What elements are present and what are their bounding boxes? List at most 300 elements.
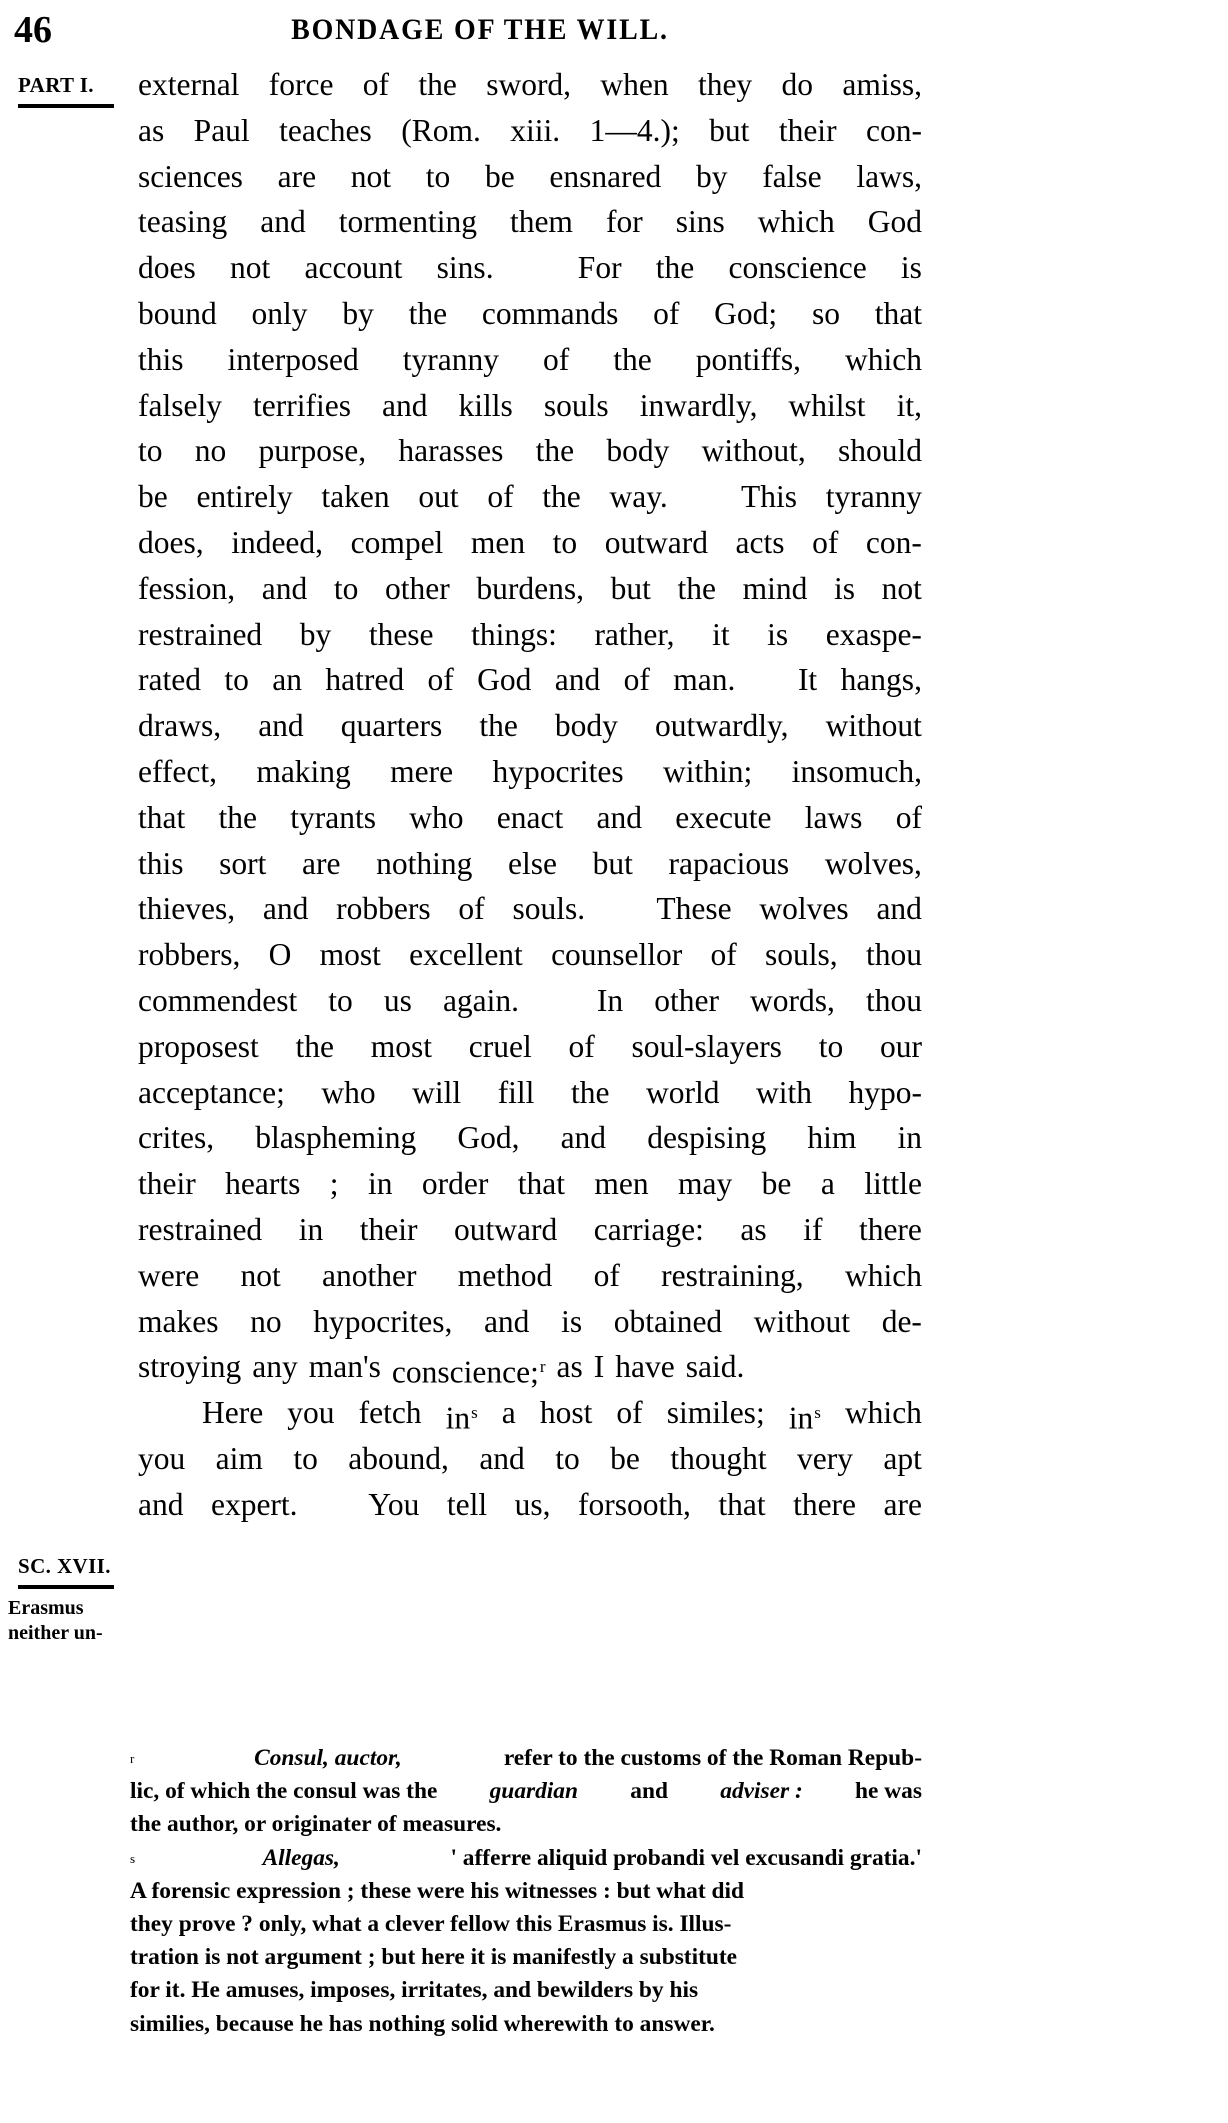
word: for [605, 204, 643, 240]
word: man's [308, 1349, 381, 1385]
sentence-gap [759, 657, 775, 703]
word: the [218, 799, 257, 835]
word: as [556, 1349, 583, 1385]
word: which [757, 204, 835, 240]
footnote-text: and [630, 1778, 668, 1805]
word: of [458, 891, 485, 927]
word: it [712, 616, 730, 652]
word: cruel [468, 1028, 532, 1064]
footnote-text: they prove ? only, what a clever fellow this Erasmus is. Illus- [130, 1910, 732, 1937]
word: taken [321, 479, 390, 515]
word: apt [883, 1440, 922, 1476]
word: fession, [138, 570, 236, 606]
word: effect, [138, 753, 217, 789]
word: and [260, 204, 306, 240]
footnote-line [130, 1974, 930, 2007]
word: order [421, 1166, 489, 1202]
footnote-italic-text: guardian [489, 1778, 579, 1805]
word: that [138, 799, 186, 835]
word: not [240, 1257, 281, 1293]
word: wolves [759, 891, 849, 927]
word: force [268, 67, 334, 102]
word: carriage: [593, 1211, 704, 1247]
word: hypocrites, [313, 1303, 453, 1339]
word: of [568, 1028, 595, 1064]
word: thieves, [138, 891, 236, 927]
word: body [554, 708, 618, 744]
word: of [362, 67, 390, 102]
word: by [299, 616, 332, 652]
footnote-line [130, 1941, 930, 1974]
word: and [876, 891, 922, 927]
paragraph-indent [138, 1390, 178, 1436]
footnote-line [130, 1775, 930, 1808]
word: hearts [225, 1166, 301, 1202]
word: if [803, 1211, 823, 1247]
word: the [677, 570, 716, 606]
sentence-gap [697, 474, 713, 520]
word: stroying [138, 1349, 242, 1385]
body-line [138, 154, 922, 200]
footnote-text: lic, of which the consul was the [130, 1778, 438, 1805]
word: to [224, 662, 249, 698]
word: of [487, 479, 514, 515]
word: this [138, 845, 184, 881]
word: them [509, 204, 573, 240]
word: does [138, 250, 196, 286]
footnote-line [130, 1842, 930, 1875]
word: of [623, 662, 650, 698]
body-line [138, 1161, 922, 1207]
word: souls [543, 387, 609, 423]
margin-note-scholium [0, 1553, 132, 1646]
word: bound [138, 295, 217, 331]
word: You [368, 1486, 420, 1522]
word: God, [457, 1120, 520, 1156]
word: men [470, 524, 526, 560]
word: external [138, 67, 240, 102]
word: does, [138, 524, 204, 560]
word: is [561, 1303, 583, 1339]
word: fill [497, 1074, 535, 1110]
word: similes; [666, 1395, 765, 1431]
word: the [295, 1028, 334, 1064]
footnote-line [130, 1908, 930, 1941]
word: con- [865, 112, 922, 148]
footnote-marker-s[interactable]: s [814, 1403, 821, 1423]
word: teaches [279, 112, 372, 148]
word: wolves, [824, 845, 922, 881]
word: were [138, 1257, 200, 1293]
word: hypo- [848, 1074, 922, 1110]
body-line [138, 520, 922, 566]
word: way. [609, 479, 668, 515]
word: which [845, 341, 922, 377]
word: sort [219, 845, 267, 881]
word: of [653, 295, 680, 331]
word: inwardly, [639, 387, 758, 423]
word: in [367, 1166, 393, 1202]
word: other [385, 570, 450, 606]
word: the [542, 479, 581, 515]
word: tormenting [338, 204, 477, 240]
word: without, [701, 433, 806, 469]
word: These [656, 891, 732, 927]
footnote-label-s: s [130, 1850, 136, 1866]
word: terrifies [253, 387, 351, 423]
word: I [593, 1349, 605, 1385]
footnote-text: the author, or originater of measures. [130, 1811, 502, 1838]
word: forsooth, [577, 1486, 691, 1522]
word: the [408, 295, 448, 331]
word: have [615, 1349, 675, 1385]
word: enact [496, 799, 564, 835]
word: O [268, 937, 292, 973]
word: counsellor [551, 937, 683, 973]
page-title: BONDAGE OF THE WILL. [291, 13, 669, 46]
word: men [594, 1166, 649, 1202]
body-line [138, 1299, 922, 1345]
word: a [501, 1395, 516, 1431]
footnote-block [130, 1742, 930, 2041]
footnote-marker-r[interactable]: r [539, 1357, 546, 1377]
footnote-line [130, 1742, 930, 1775]
word: an [272, 662, 302, 698]
word: most [370, 1028, 432, 1064]
word: tyrants [290, 799, 376, 835]
word: to [328, 982, 353, 1018]
body-line [138, 1070, 922, 1116]
word: mind [742, 570, 808, 606]
word: this [138, 341, 184, 377]
footnote-label-r: r [130, 1751, 135, 1766]
footnote-text: for it. He amuses, imposes, irritates, and bewilders by his [130, 1977, 699, 2004]
word: man. [673, 662, 736, 698]
word: who [321, 1074, 376, 1110]
word: outward [453, 1211, 558, 1247]
word: account [304, 250, 403, 286]
word: restraining, [661, 1257, 804, 1293]
word: is [900, 250, 922, 286]
word: the [535, 433, 575, 469]
word: sins [675, 204, 725, 240]
word: entirely [196, 479, 293, 515]
word: of [895, 799, 922, 835]
word: proposest [138, 1028, 259, 1064]
footnote-text: ' afferre aliquid probandi vel excusandi gratia.' [450, 1844, 922, 1871]
word: crites, [138, 1120, 215, 1156]
word: not [229, 250, 271, 286]
word: in$^s$ [788, 1400, 821, 1436]
word: else [507, 845, 557, 881]
word: no [250, 1303, 282, 1339]
body-line [138, 1253, 922, 1299]
word: commands [481, 295, 619, 331]
word: de- [881, 1303, 922, 1339]
word: insomuch, [791, 753, 922, 789]
body-line [138, 428, 922, 474]
word: without [825, 708, 922, 744]
footnote-line [130, 1808, 930, 1841]
word: For [577, 250, 622, 286]
word: purpose, [258, 433, 367, 469]
word: again. [442, 982, 520, 1018]
word: him [807, 1120, 857, 1156]
word: thought [670, 1440, 767, 1476]
word: by [342, 295, 374, 331]
word: any [252, 1349, 298, 1385]
word: xiii. [510, 112, 561, 148]
word: be [610, 1440, 640, 1476]
body-line [138, 1115, 922, 1161]
word: nothing [376, 845, 473, 881]
word: of [616, 1395, 643, 1431]
word: ensnared [549, 158, 662, 194]
footnote-italic-text: adviser : [720, 1778, 803, 1805]
word: restrained [138, 616, 263, 652]
word: harasses [398, 433, 504, 469]
footnote-text: refer to the customs of the Roman Repub- [503, 1745, 922, 1771]
word: thou [865, 982, 922, 1018]
body-line [138, 978, 922, 1024]
word: outwardly, [655, 708, 789, 744]
margin-note-part [0, 72, 132, 115]
body-line [138, 245, 922, 291]
word: hypocrites [492, 753, 624, 789]
word: in$^s$ [445, 1400, 478, 1436]
word: aim [215, 1440, 263, 1476]
body-line [138, 337, 922, 383]
margin-note-heading: SC. XVII. [18, 1554, 111, 1578]
body-line [138, 1344, 922, 1390]
word: the [418, 67, 457, 102]
word: and [560, 1120, 607, 1156]
margin-note-rule [18, 1585, 114, 1589]
body-line [138, 291, 922, 337]
word: tell [446, 1486, 488, 1522]
footnote-line [130, 2008, 930, 2041]
margin-note-heading: PART I. [18, 73, 94, 97]
body-line [138, 62, 922, 108]
word: It [797, 662, 818, 698]
body-line [138, 383, 922, 429]
word: God; [714, 295, 778, 331]
word: laws, [856, 158, 922, 194]
footnote-text: A forensic expression ; these were his witnesses : but what did [130, 1877, 745, 1904]
word: in [298, 1211, 324, 1247]
word: to [425, 158, 451, 194]
sentence-gap [325, 1482, 341, 1528]
word: other [654, 982, 719, 1018]
footnote-text: tration is not argument ; but here it is manifestly a substitute [130, 1944, 738, 1971]
word: to [552, 524, 578, 560]
word: in [897, 1120, 922, 1156]
word: their [138, 1166, 196, 1202]
word: no [194, 433, 227, 469]
word: us [383, 982, 412, 1018]
word: of [812, 524, 839, 560]
word: ; [329, 1166, 339, 1202]
word: to [818, 1028, 844, 1064]
body-text [138, 62, 922, 1528]
footnote-line [130, 1875, 930, 1908]
word: their [778, 112, 837, 148]
word: are [883, 1486, 922, 1522]
word: the [570, 1074, 610, 1110]
word: of [427, 662, 454, 698]
body-line [138, 932, 922, 978]
word: restrained [138, 1211, 263, 1247]
word: not [881, 570, 922, 606]
word: to [293, 1440, 318, 1476]
word: draws, [138, 708, 222, 744]
word: amiss, [842, 67, 922, 102]
word: very [797, 1440, 853, 1476]
word: con- [865, 524, 922, 560]
body-line [138, 1207, 922, 1253]
word: abound, [348, 1440, 449, 1476]
word: and [261, 570, 308, 606]
word: be [484, 158, 515, 194]
word: you [138, 1440, 186, 1476]
word: the [613, 341, 652, 377]
word: interposed [227, 341, 359, 377]
word: the [655, 250, 695, 286]
word: robbers, [138, 937, 241, 973]
word: with [755, 1074, 812, 1110]
word: obtained [613, 1303, 723, 1339]
sentence-gap [613, 886, 629, 932]
word: of [710, 937, 737, 973]
body-line [138, 108, 922, 154]
word: it, [896, 387, 922, 423]
word: do [781, 67, 814, 102]
word: souls, [765, 937, 838, 973]
sentence-gap [550, 978, 566, 1024]
word: should [837, 433, 922, 469]
body-line [138, 795, 922, 841]
body-line [138, 1482, 922, 1528]
word: indeed, [231, 524, 324, 560]
word: only [251, 295, 308, 331]
word: are [302, 845, 341, 881]
word: a [820, 1166, 835, 1202]
word: acts [735, 524, 785, 560]
word: but [592, 845, 633, 881]
word: and [479, 1440, 525, 1476]
word: are [277, 158, 317, 194]
word: God [867, 204, 922, 240]
word: which [844, 1257, 922, 1293]
word: burdens, [476, 570, 584, 606]
word: there [858, 1211, 922, 1247]
word: commendest [138, 982, 298, 1018]
word: tyranny [402, 341, 499, 377]
word: most [319, 937, 381, 973]
word: sins. [436, 250, 494, 286]
body-line [138, 703, 922, 749]
margin-note-rule [18, 104, 114, 108]
word: pontiffs, [695, 341, 802, 377]
word: outward [604, 524, 708, 560]
word: hangs, [840, 662, 922, 698]
word: but [709, 112, 750, 148]
word: execute [675, 799, 772, 835]
word: falsely [138, 387, 222, 423]
page-folio-number: 46 [14, 9, 52, 51]
body-line [138, 1390, 922, 1436]
word: whilst [788, 387, 866, 423]
word: host [539, 1395, 593, 1431]
footnote-marker-s[interactable]: s [471, 1403, 478, 1423]
word: thou [865, 937, 922, 973]
word: may [678, 1166, 733, 1202]
footnote-text: similies, because he has nothing solid wherewith to answer. [130, 2010, 715, 2037]
word: quarters [340, 708, 443, 744]
word: little [864, 1166, 922, 1202]
word: to [555, 1440, 580, 1476]
word: and [483, 1303, 530, 1339]
word: but [610, 570, 651, 606]
word: and [262, 891, 309, 927]
word: of [542, 341, 570, 377]
word: teasing [138, 204, 228, 240]
word: by [696, 158, 728, 194]
word: false [762, 158, 822, 194]
body-line [138, 474, 922, 520]
word: souls. [512, 891, 586, 927]
word: and [138, 1486, 184, 1522]
word: and [596, 799, 642, 835]
word: and [554, 662, 601, 698]
word: mere [390, 753, 454, 789]
word: there [793, 1486, 857, 1522]
word: world [645, 1074, 720, 1110]
body-line [138, 199, 922, 245]
footnote-text: he was [855, 1778, 922, 1805]
word: that [874, 295, 922, 331]
word: despising [647, 1120, 767, 1156]
word: to [138, 433, 163, 469]
word: This [740, 479, 797, 515]
word: is [833, 570, 855, 606]
word: 1—4.); [589, 112, 680, 148]
footnote-indent [130, 1842, 160, 1875]
word: and [382, 387, 428, 423]
word: laws [804, 799, 863, 835]
word: is [767, 616, 789, 652]
word: another [322, 1257, 417, 1293]
word: fetch [358, 1395, 422, 1431]
word: sciences [138, 158, 243, 194]
margin-note-line: Erasmus [8, 1597, 84, 1619]
word: compel [350, 524, 444, 560]
word: out [418, 479, 459, 515]
word: robbers [336, 891, 431, 927]
body-line [138, 886, 922, 932]
word: as [138, 112, 165, 148]
body-line [138, 566, 922, 612]
body-line [138, 657, 922, 703]
word: rated [138, 662, 201, 698]
word: their [359, 1211, 418, 1247]
word: will [412, 1074, 462, 1110]
word: you [287, 1395, 335, 1431]
word: the [479, 708, 518, 744]
word: conscience [728, 250, 867, 286]
word: God [477, 662, 532, 698]
word: that [517, 1166, 565, 1202]
